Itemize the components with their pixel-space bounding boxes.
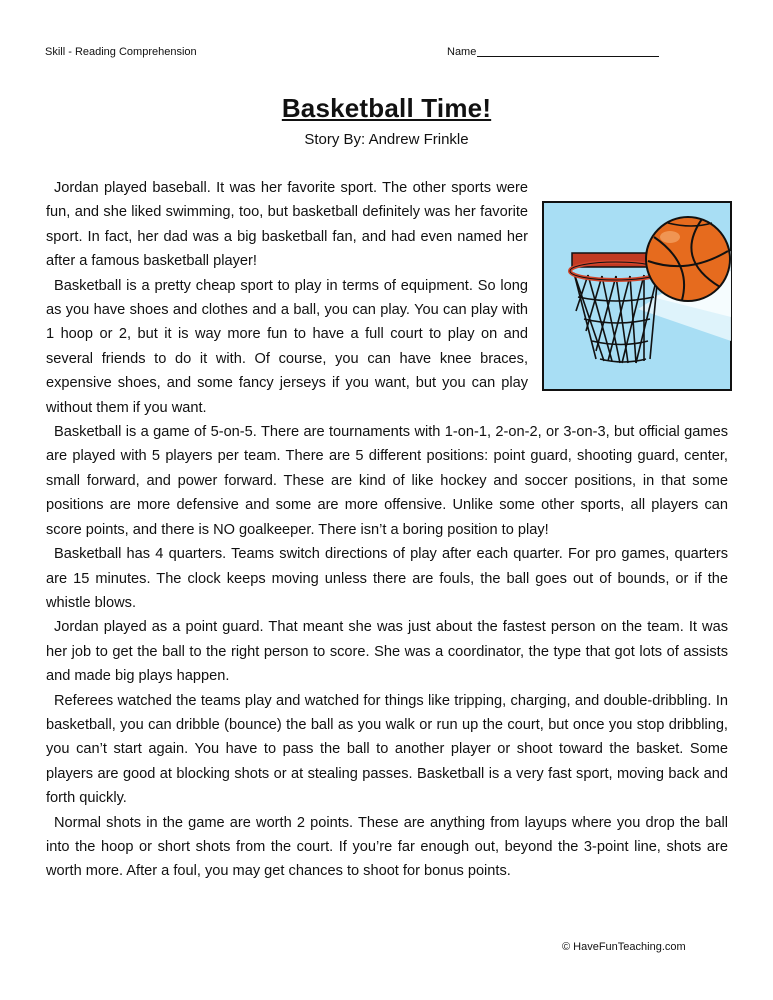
- story-byline: Story By: Andrew Frinkle: [304, 131, 469, 148]
- story-paragraph: Jordan played baseball. It was her favorite sport. The other sports were fun, and she liked swimming, too, but basketball definitely was her favorite sport. In fact, her dad was a big basketball fan, and had even named her after a famous basketball player!: [46, 180, 528, 270]
- story-paragraph: Basketball is a pretty cheap sport to play in terms of equipment. So long as you have shoes and clothes and a ball, you can play. You can play with 1 hoop or 2, but it is way more fun to have a full court to play on and several friends to do it with. Of course, you can have knee braces, expensive shoes, and some fancy jerseys if you want, but you can play without them if you want.: [46, 277, 528, 416]
- skill-label: Skill - Reading Comprehension: [45, 46, 197, 58]
- name-field: [447, 46, 659, 58]
- story-body: [46, 176, 728, 884]
- name-blank-line[interactable]: [477, 56, 659, 57]
- story-paragraph: Basketball has 4 quarters. Teams switch directions of play after each quarter. For pro games, quarters are 15 minutes. The clock keeps moving unless there are fouls, the ball goes out of bounds, or if the whistle blows.: [46, 546, 728, 611]
- story-paragraph: Basketball is a game of 5-on-5. There are tournaments with 1-on-1, 2-on-2, or 3-on-3, but official games are played with 5 players per team. There are 5 different positions: point guard, shooting guard, center, small forward, and power forward. These are kind of like hockey and soccer positions, in that some positions are more defensive and some are more offensive. Unlike some other sports, all players can score points, and there is NO goalkeeper. There isn’t a boring position to play!: [46, 424, 728, 538]
- story-paragraph: Referees watched the teams play and watched for things like tripping, charging, and double-dribbling. In basketball, you can dribble (bounce) the ball as you walk or run up the court, but once you stop dribbling, you can’t start again. You have to pass the ball to another player or shoot toward the basket. Some players are good at blocking shots or at stealing passes. Basketball is a very fast sport, moving back and forth quickly.: [46, 692, 728, 807]
- story-paragraph: Normal shots in the game are worth 2 points. These are anything from layups where you drop the ball into the hoop or short shots from the court. If you’re far enough out, beyond the 3-point line, shots are worth more. After a foul, you may get chances to shoot for bonus points.: [46, 814, 728, 880]
- story-paragraph: Jordan played as a point guard. That meant she was just about the fastest person on the team. It was her job to get the ball to the right person to score. She was a coordinator, the type that got lots of assists and made big plays happen.: [46, 619, 728, 685]
- name-label: Name: [447, 46, 477, 58]
- basketball-hoop-icon: [542, 201, 732, 391]
- page-title: Basketball Time!: [281, 93, 492, 123]
- copyright-footer: © HaveFunTeaching.com: [562, 941, 686, 953]
